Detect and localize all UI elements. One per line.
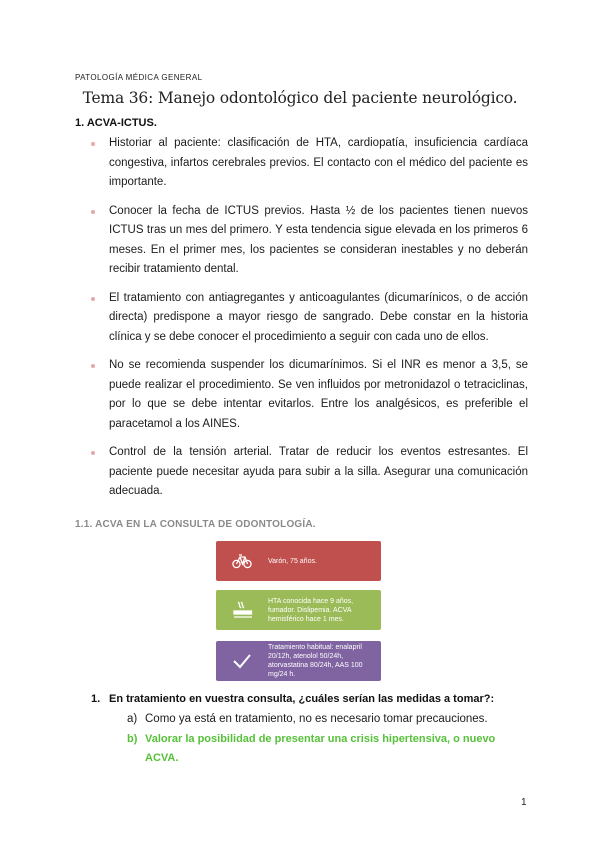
smoking-icon xyxy=(232,600,254,623)
bullet-icon xyxy=(91,297,95,301)
bullet-list xyxy=(91,134,528,511)
case-card-patient xyxy=(216,541,381,581)
case-card-text: HTA conocida hace 9 años, fumador. Dislipemia. ACVA hemisférico hace 1 mes. xyxy=(268,598,354,623)
bullet-item xyxy=(91,289,528,348)
case-card-text: Varón, 75 años. xyxy=(268,558,317,565)
bullet-item xyxy=(91,134,528,193)
option-text: Valorar la posibilidad de presentar una crisis hipertensiva, o nuevo ACVA. xyxy=(145,733,496,764)
page-title: Tema 36: Manejo odontológico del paciente neurológico. xyxy=(82,89,518,107)
subsection-heading: 1.1. ACVA EN LA CONSULTA DE ODONTOLOGÍA. xyxy=(75,519,316,530)
bullet-icon xyxy=(91,210,95,214)
bullet-item xyxy=(91,202,528,280)
bullet-icon xyxy=(91,451,95,455)
bullet-item xyxy=(91,443,528,502)
bullet-text: Historiar al paciente: clasificación de HTA, cardiopatía, insuficiencia cardíaca congestiva, infartos cerebrales previos. El contacto con el médico del paciente es importante. xyxy=(109,137,528,188)
bullet-text: Control de la tensión arterial. Tratar de reducir los eventos estresantes. El paciente puede necesitar ayuda para subir a la silla. Asegurar una comunicación adecuada. xyxy=(109,446,528,497)
question-number: 1. xyxy=(91,693,101,705)
case-card-treatment xyxy=(216,641,381,681)
bullet-icon xyxy=(91,142,95,146)
bullet-text: Conocer la fecha de ICTUS previos. Hasta ½ de los pacientes tienen nuevos ICTUS tras un mes del primero. Y esta tendencia sigue elevada en los primeros 6 meses. En el primer mes, los pacientes se consideran inestables y no deberán recibir tratamiento dental. xyxy=(109,204,528,275)
option-label: b) xyxy=(127,733,138,745)
case-card-history xyxy=(216,590,381,630)
section-heading: 1. ACVA-ICTUS. xyxy=(75,117,157,129)
bicycle-icon xyxy=(232,552,252,573)
bullet-icon xyxy=(91,364,95,368)
option-text: Como ya está en tratamiento, no es necesario tomar precauciones. xyxy=(145,713,488,725)
bullet-text: El tratamiento con antiagregantes y anticoagulantes (dicumarínicos, o de acción directa) predispone a mayor riesgo de sangrado. Debe constar en la historia clínica y se debe conocer el procedimiento a seguir con cada uno de ellos. xyxy=(109,291,528,343)
question-text: En tratamiento en vuestra consulta, ¿cuáles serían las medidas a tomar?: xyxy=(109,693,495,705)
page-number: 1 xyxy=(521,797,527,808)
case-card-text: Tratamiento habitual: enalapril 20/12h, atenolol 50/24h, atorvastatina 80/24h, AAS 100 mg/24 h. xyxy=(268,644,363,678)
course-header: PATOLOGÍA MÉDICA GENERAL xyxy=(75,73,203,82)
check-icon xyxy=(232,652,252,673)
bullet-item xyxy=(91,356,528,434)
bullet-text: No se recomienda suspender los dicumarínimos. Si el INR es menor a 3,5, se puede realizar el procedimiento. Se ven influidos por metronidazol o tetraciclinas, por lo que se debe intentar evitarlos. Entre los analgésicos, es preferible el paracetamol a los AINES. xyxy=(109,359,528,430)
option-label: a) xyxy=(127,713,138,725)
